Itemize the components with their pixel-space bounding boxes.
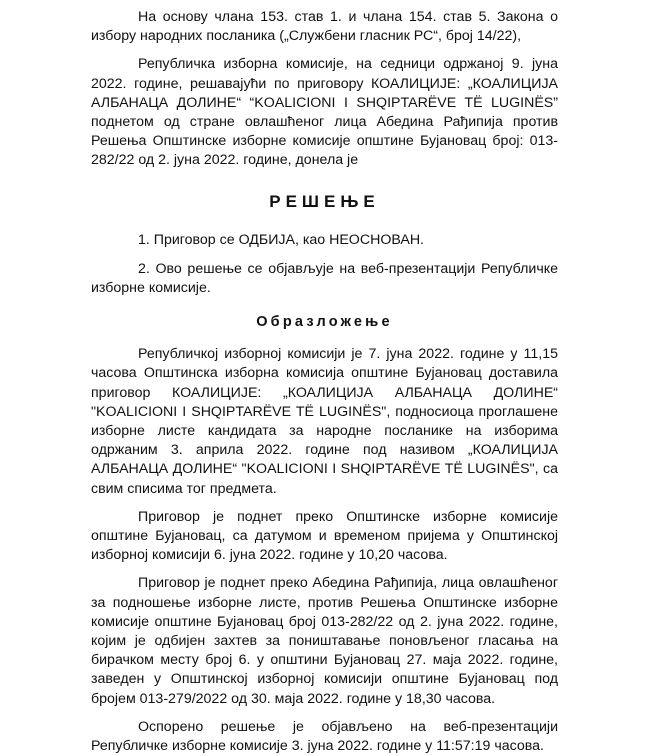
reasoning-paragraph-3: Приговор је поднет преко Абедина Рађипија, лица овлашћеног за подношење изборне листе, против Решења Општинске изборне комисије општине Бујановац број 013-282/22 од 2. јуна 2022. године, којим је одбијен захтев за поништавање поновљеног гласања на бирачком месту број 6. у општини Бујановац 27. маја 2022. године, заведен у Општинској изборној комисији општине Бујановац под бројем 013-279/2022 од 30. маја 2022. године у 18,30 часова. <box>91 575 558 707</box>
decision-item-1: 1. Приговор се ОДБИЈА, као НЕОСНОВАН. <box>138 231 425 248</box>
reasoning-paragraph-2: Приговор је поднет преко Општинске изборне комисије општине Бујановац, са датумом и временом пријема у Општинској изборној комисији 6. јуна 2022. године у 10,20 часова. <box>91 508 558 564</box>
preamble-paragraph: Републичка изборна комисије, на седници одржаној 9. јуна 2022. године, решавајући по приговору КОАЛИЦИЈЕ: „КОАЛИЦИЈА АЛБАНАЦА ДОЛИНЕ“ “KOALICIONI I SHQIPTARËVE TË LUGINËS” поднетом од стране овлашћеног лица Абедина Рађипија против Решења Општинске изборне комисије општине Бујановац број: 013-282/22 од 2. јуна 2022. године, донела је <box>91 56 558 169</box>
decision-item-2: 2. Ово решење се објављује на веб-презентацији Републичке изборне комисије. <box>91 260 558 297</box>
reasoning-paragraph-4: Оспорено решење је објављено на веб-презентацији Републичке изборне комисије 3. јуна 2022. године у 11:57:19 часова. <box>91 718 558 755</box>
legal-basis-paragraph: На основу члана 153. став 1. и члана 154. став 5. Закона о избору народних посланика („Службени гласник РС“, број 14/22), <box>91 9 558 45</box>
reasoning-paragraph-1: Републичкој изборној комисији је 7. јуна 2022. године у 11,15 часова Општинска изборна комисија општине Бујановац доставила приговор КОАЛИЦИЈЕ: „КОАЛИЦИЈА АЛБАНАЦА ДОЛИНЕ“ "KOALICIONI I SHQIPTARËVE TË LUGINËS", подносиоца проглашене изборне листе кандидата за народне посланике на изборима одржаним 3. априла 2022. године под називом „КОАЛИЦИЈА АЛБАНАЦА ДОЛИНЕ“ "KOALICIONI I SHQIPTARËVE TË LUGINËS", са свим списима тог предмета. <box>91 346 558 497</box>
document-page <box>91 8 558 756</box>
reasoning-title: Образложење <box>256 314 393 331</box>
decision-title: РЕШЕЊЕ <box>269 191 380 211</box>
